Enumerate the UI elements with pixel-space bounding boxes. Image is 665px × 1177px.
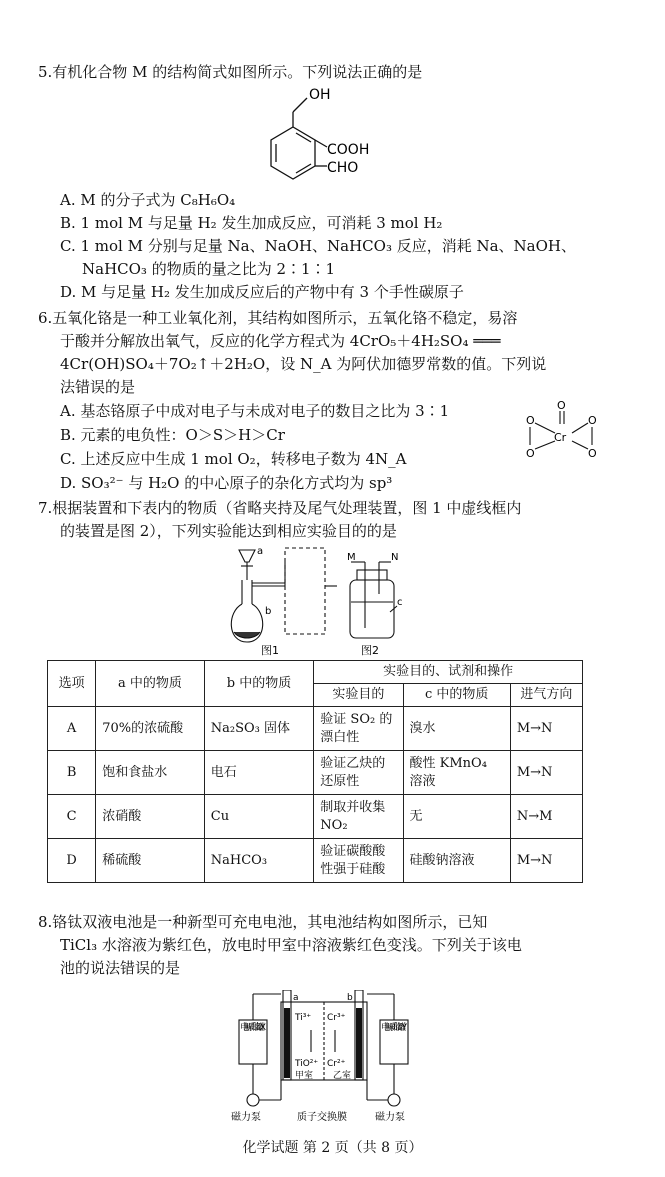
cro5-o-left-bottom: O [526, 447, 535, 460]
th-option: 选项 [48, 661, 96, 707]
th-a: a 中的物质 [96, 661, 205, 707]
fig-label-a: a [257, 546, 264, 557]
fig-caption-1: 图1 [261, 644, 279, 656]
cell-option: A [48, 707, 96, 751]
q6-stem-4: 法错误的是 [60, 378, 136, 396]
q5-option-a: A. M 的分子式为 C₈H₆O₄ [60, 191, 236, 209]
cell-purpose: 验证碳酸酸性强于硅酸 [314, 839, 403, 883]
cro5-structure [520, 398, 600, 462]
cell-option: D [48, 839, 96, 883]
cell-dir: M→N [510, 707, 582, 751]
q5-option-b: B. 1 mol M 与足量 H₂ 发生加成反应，可消耗 3 mol H₂ [60, 214, 443, 232]
cro5-o-left-top: O [526, 414, 535, 427]
cell-b: Na₂SO₃ 固体 [204, 707, 314, 751]
q5-stem: 5.有机化合物 M 的结构简式如图所示。下列说法正确的是 [38, 63, 423, 81]
membrane-label: 质子交换膜 [297, 1112, 347, 1122]
cooh-label: COOH [327, 142, 370, 158]
pump-right-label: 磁力泵 [375, 1112, 405, 1122]
cell-a: 稀硫酸 [96, 839, 205, 883]
q7-stem-2: 的装置是图 2），下列实验能达到相应实验目的的是 [60, 522, 397, 540]
fig-label-c: c [397, 597, 403, 608]
cell-purpose: 验证乙炔的还原性 [314, 751, 403, 795]
cell-b: 电石 [204, 751, 314, 795]
cell-purpose: 制取并收集 NO₂ [314, 795, 403, 839]
q6-stem-2: 于酸并分解放出氧气，反应的化学方程式为 4CrO₅＋4H₂SO₄ ═══ [60, 332, 501, 350]
cell-c: 溴水 [403, 707, 510, 751]
fig-label-m: M [347, 552, 356, 563]
q7-apparatus-figure [225, 542, 425, 656]
table-row [48, 839, 583, 883]
cell-c: 酸性 KMnO₄ 溶液 [403, 751, 510, 795]
q5-option-c-cont: NaHCO₃ 的物质的量之比为 2∶1∶1 [82, 260, 336, 278]
q8-stem-2: TiCl₃ 水溶液为紫红色，放电时甲室中溶液紫红色变浅。下列关于该电 [60, 936, 522, 954]
cr2-label: Cr²⁺ [327, 1059, 346, 1069]
q6-option-c: C. 上述反应中生成 1 mol O₂，转移电子数为 4N_A [60, 450, 407, 468]
cell-b: NaHCO₃ [204, 839, 314, 883]
cho-label: CHO [327, 160, 359, 176]
cell-c: 硅酸钠溶液 [403, 839, 510, 883]
q8-stem-3: 池的说法错误的是 [60, 959, 181, 977]
fig-label-b: b [265, 606, 272, 617]
q5-structure [255, 84, 395, 189]
q7-experiment-table [47, 660, 583, 883]
cell-dir: M→N [510, 751, 582, 795]
ti3-label: Ti³⁺ [295, 1013, 312, 1023]
cell-option: B [48, 751, 96, 795]
fig-caption-2: 图2 [361, 644, 379, 656]
th-dir: 进气方向 [510, 684, 582, 707]
cro5-o-right-bottom: O [588, 447, 597, 460]
q6-option-b: B. 元素的电负性：O＞S＞H＞Cr [60, 426, 285, 444]
q8-stem-1: 8.铬钛双液电池是一种新型可充电电池，其电池结构如图所示，已知 [38, 913, 488, 931]
room-b-label: 乙室 [333, 1071, 352, 1081]
electrode-b-label: b [347, 993, 353, 1003]
th-group: 实验目的、试剂和操作 [314, 661, 583, 684]
q6-option-a: A. 基态铬原子中成对电子与未成对电子的数目之比为 3∶1 [60, 402, 450, 420]
q8-battery-figure [225, 990, 425, 1122]
th-c: c 中的物质 [403, 684, 510, 707]
cell-a: 饱和食盐水 [96, 751, 205, 795]
q5-option-c: C. 1 mol M 分别与足量 Na、NaOH、NaHCO₃ 反应，消耗 Na、NaOH、 [60, 237, 577, 255]
cell-option: C [48, 795, 96, 839]
tank-y-label: 电解质储罐Y [381, 1023, 407, 1033]
table-row [48, 707, 583, 751]
cr3-label: Cr³⁺ [327, 1013, 346, 1023]
electrode-a-label: a [293, 993, 299, 1003]
cell-purpose: 验证 SO₂ 的漂白性 [314, 707, 403, 751]
page-footer: 化学试题 第 2 页（共 8 页） [242, 1140, 423, 1156]
tank-x-label: 电解质储罐X [240, 1023, 266, 1033]
th-b: b 中的物质 [204, 661, 314, 707]
cro5-o-right-top: O [588, 414, 597, 427]
cell-c: 无 [403, 795, 510, 839]
tio2-label: TiO²⁺ [295, 1059, 319, 1069]
table-row [48, 795, 583, 839]
cell-dir: M→N [510, 839, 582, 883]
q5-option-d: D. M 与足量 H₂ 发生加成反应后的产物中有 3 个手性碳原子 [60, 283, 464, 301]
th-purpose: 实验目的 [314, 684, 403, 707]
fig-label-n: N [391, 552, 399, 563]
cro5-cr: Cr [554, 431, 567, 444]
cell-a: 浓硝酸 [96, 795, 205, 839]
cell-a: 70%的浓硫酸 [96, 707, 205, 751]
table-row [48, 751, 583, 795]
cell-b: Cu [204, 795, 314, 839]
oh-label: OH [309, 87, 331, 103]
cell-dir: N→M [510, 795, 582, 839]
pump-left-label: 磁力泵 [231, 1112, 261, 1122]
q6-stem-1: 6.五氧化铬是一种工业氧化剂，其结构如图所示，五氧化铬不稳定，易溶 [38, 309, 518, 327]
cro5-o-top: O [557, 399, 566, 412]
q6-option-d: D. SO₃²⁻ 与 H₂O 的中心原子的杂化方式均为 sp³ [60, 474, 393, 492]
room-a-label: 甲室 [295, 1071, 314, 1081]
q7-stem-1: 7.根据装置和下表内的物质（省略夹持及尾气处理装置，图 1 中虚线框内 [38, 499, 522, 517]
q6-stem-3: 4Cr(OH)SO₄＋7O₂↑＋2H₂O，设 N_A 为阿伏加德罗常数的值。下列说 [60, 355, 547, 373]
